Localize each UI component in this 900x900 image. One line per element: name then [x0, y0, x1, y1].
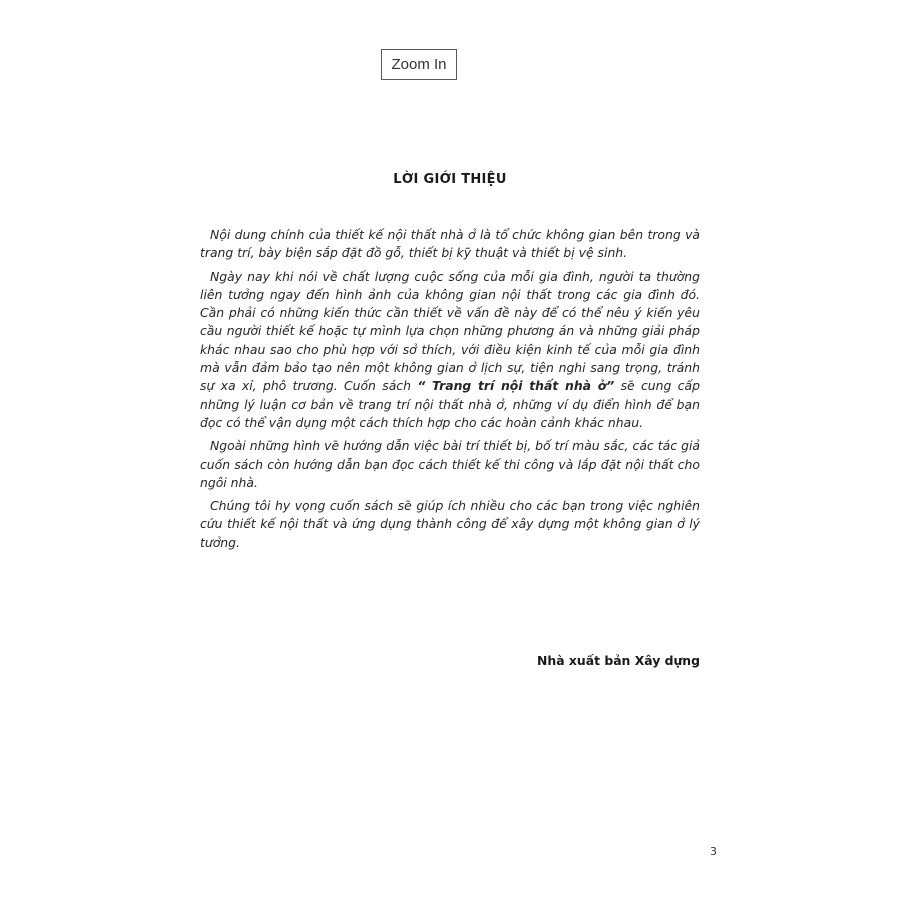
paragraph-3: Ngoài những hình vẽ hướng dẫn việc bài trí thiết bị, bố trí màu sắc, các tác giả cuốn sách còn hướng dẫn bạn đọc cách thiết kế thi công và lắp đặt nội thất cho ngôi nhà.	[200, 438, 700, 490]
paragraph-4: Chúng tôi hy vọng cuốn sách sẽ giúp ích nhiều cho các bạn trong việc nghiên cứu thiết kế nội thất và ứng dụng thành công để xây dựng một không gian ở lý tưởng.	[200, 498, 700, 550]
publisher-signature: Nhà xuất bản Xây dựng	[537, 653, 700, 668]
page-title: LỜI GIỚI THIỆU	[393, 172, 507, 187]
paragraph-2	[200, 268, 700, 433]
book-title: “ Trang trí nội thất nhà ở”	[417, 378, 615, 394]
paragraph-2-text-after: sẽ cung cấp những lý luận cơ bản về trang trí nội thất nhà ở, những ví dụ điển hình để bạn đọc có thể vận dụng một cách thích hợp cho các hoàn cảnh khác nhau.	[200, 378, 700, 430]
zoom-in-button[interactable]: Zoom In	[381, 49, 457, 80]
paragraph-1: Nội dung chính của thiết kế nội thất nhà ở là tổ chức không gian bên trong và trang trí, bày biện sắp đặt đồ gỗ, thiết bị kỹ thuật và thiết bị vệ sinh.	[200, 227, 700, 261]
page-number: 3	[710, 845, 717, 858]
paragraph-2-text-before: Ngày nay khi nói về chất lượng cuộc sống của mỗi gia đình, người ta thường liên tưởng ngay đến hình ảnh của không gian nội thất trong các gia đình đó. Cần phải có những kiến thức cần thiết về vấn đề này để có thể nêu ý kiến yêu cầu người thiết kế hoặc tự mình lựa chọn những phương án và những giải pháp khác nhau sao cho phù hợp với sở thích, với điều kiện kinh tế của mỗi gia đình mà vẫn đảm bảo tạo nên một không gian ở lịch sự, tiện nghi sang trọng, tránh sự xa xỉ, phô trương. Cuốn sách	[200, 268, 700, 394]
introduction-body	[200, 226, 700, 557]
